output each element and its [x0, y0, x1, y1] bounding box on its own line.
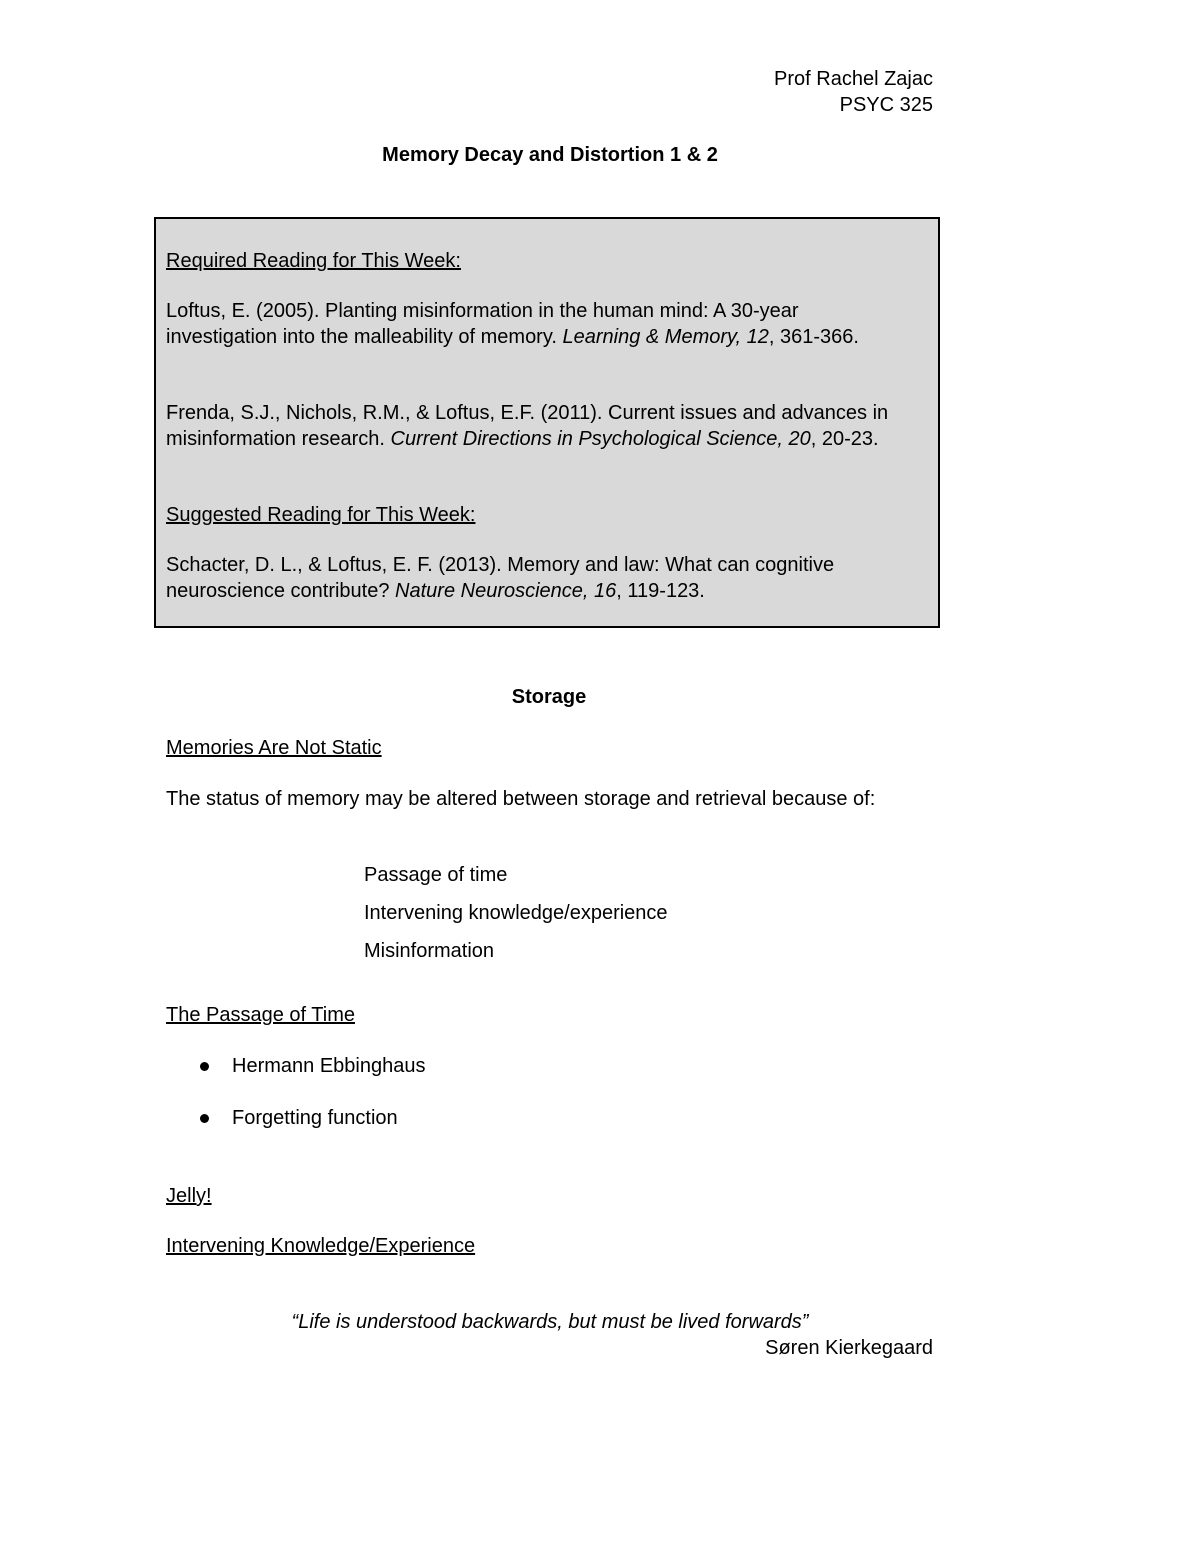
course-code: PSYC 325 — [839, 94, 933, 116]
factor-item: Passage of time — [364, 864, 508, 886]
ref3-authors: Schacter, D. L., & Loftus, E. F. (2013). Memory and law: What can cognitive neuroscience contribute? — [166, 554, 835, 602]
reference-loftus-2005 — [166, 298, 896, 350]
bullet-icon — [200, 1062, 209, 1071]
factor-item: Misinformation — [364, 940, 495, 962]
memories-not-static-heading: Memories Are Not Static — [166, 737, 382, 759]
storage-heading: Storage — [511, 686, 587, 708]
ref1-pages: , 361-366. — [768, 326, 859, 348]
ref2-journal: Current Directions in Psychological Science, 20 — [390, 428, 811, 450]
reference-frenda-2011 — [166, 400, 896, 452]
storage-intro-text: The status of memory may be altered between storage and retrieval because of: — [166, 788, 876, 810]
passage-of-time-heading: The Passage of Time — [166, 1004, 355, 1026]
suggested-reading-heading: Suggested Reading for This Week: — [166, 504, 476, 526]
page-title: Memory Decay and Distortion 1 & 2 — [382, 144, 718, 166]
ref2-pages: , 20-23. — [810, 428, 879, 450]
intervening-knowledge-heading: Intervening Knowledge/Experience — [166, 1235, 476, 1257]
ref1-authors: Loftus, E. (2005). Planting misinformation in the human mind: A 30-year investigation into the malleability of memory. — [166, 300, 799, 348]
bullet-icon — [200, 1114, 209, 1123]
ref1-journal: Learning & Memory, 12 — [562, 326, 769, 348]
factor-item: Intervening knowledge/experience — [364, 902, 668, 924]
ref3-journal: Nature Neuroscience, 16 — [395, 580, 617, 602]
author-name: Prof Rachel Zajac — [774, 68, 933, 90]
reference-schacter-2013 — [166, 552, 926, 604]
bullet-item: Forgetting function — [232, 1107, 398, 1129]
kierkegaard-quote: “Life is understood backwards, but must be lived forwards” — [291, 1311, 809, 1333]
required-reading-heading: Required Reading for This Week: — [166, 250, 461, 272]
quote-attribution: Søren Kierkegaard — [765, 1337, 933, 1359]
ref2-authors: Frenda, S.J., Nichols, R.M., & Loftus, E.F. (2011). Current issues and advances in misinformation research. — [166, 402, 889, 450]
ref3-pages: , 119-123. — [616, 580, 705, 602]
jelly-heading: Jelly! — [166, 1185, 212, 1207]
bullet-item: Hermann Ebbinghaus — [232, 1055, 426, 1077]
